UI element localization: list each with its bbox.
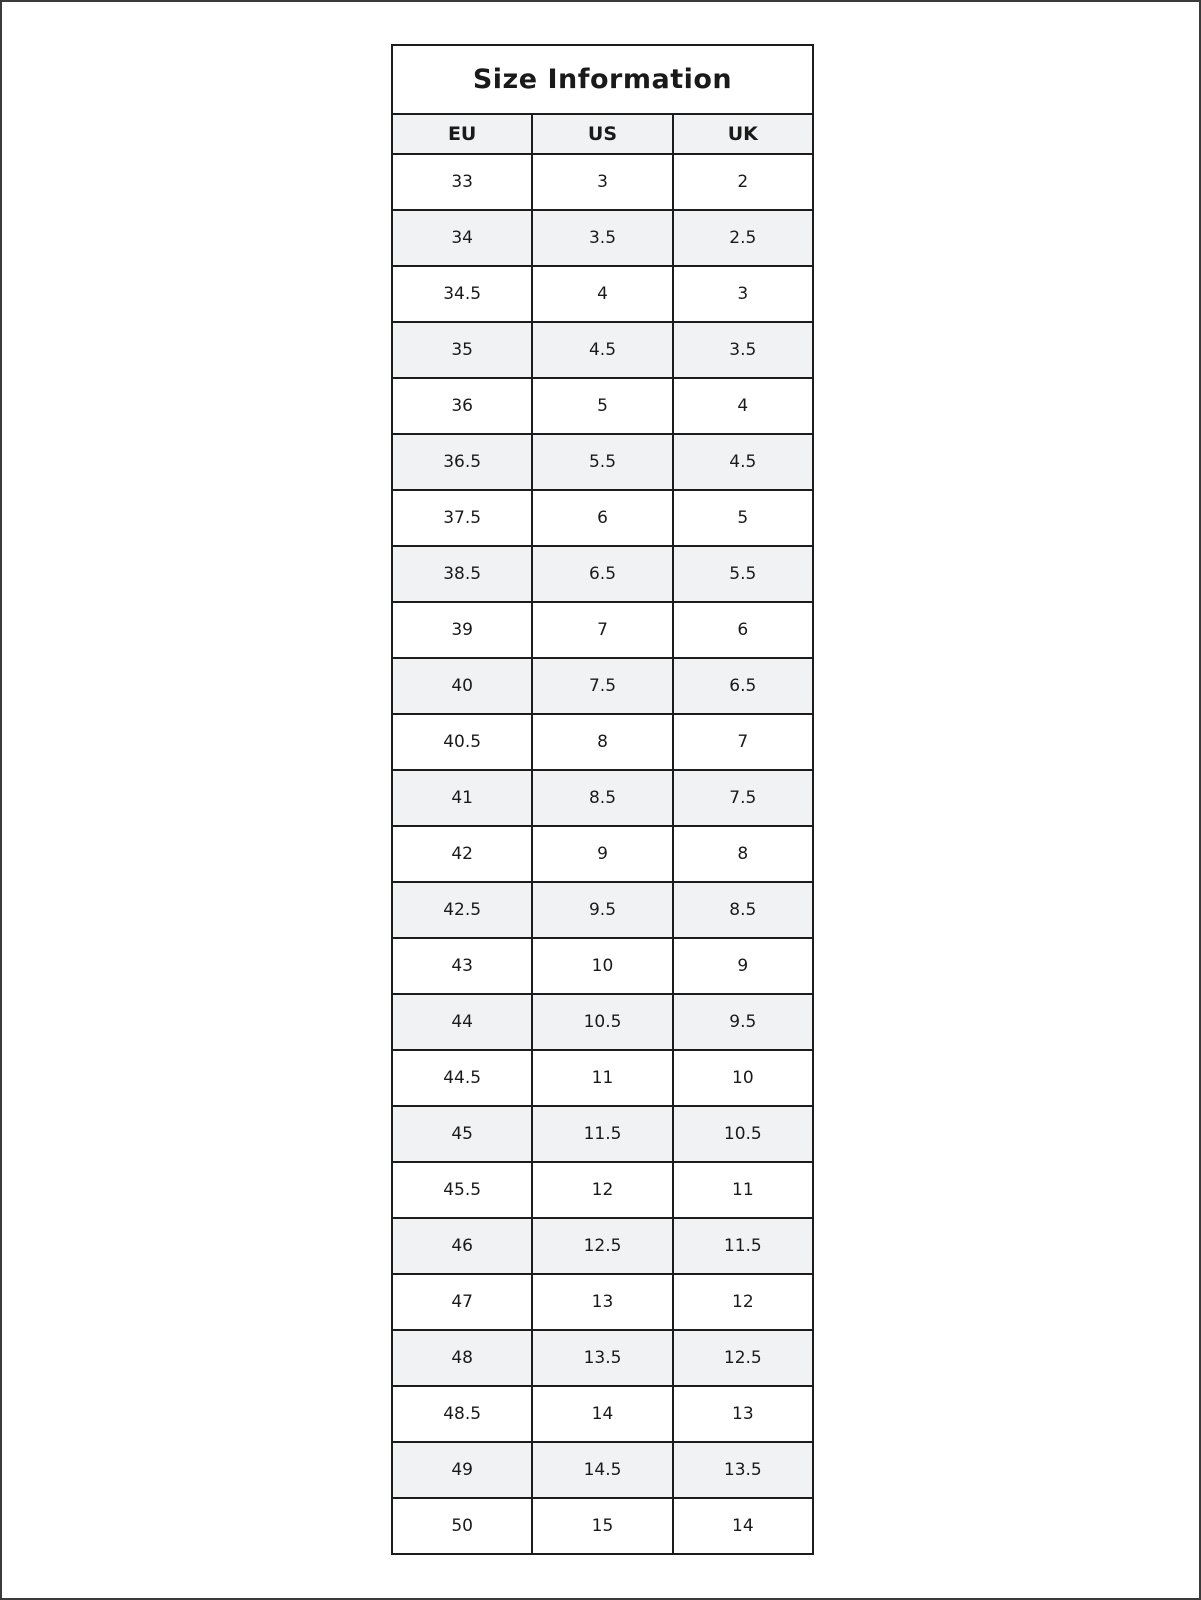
column-header-row [392, 114, 813, 154]
table-row [392, 434, 813, 490]
cell-uk: 2 [673, 154, 813, 210]
cell-uk: 2.5 [673, 210, 813, 266]
table-row [392, 154, 813, 210]
cell-us: 9 [532, 826, 672, 882]
cell-uk: 13.5 [673, 1442, 813, 1498]
table-row [392, 826, 813, 882]
table-title: Size Information [392, 45, 813, 114]
column-header-uk: UK [673, 114, 813, 154]
cell-us: 8 [532, 714, 672, 770]
cell-uk: 5 [673, 490, 813, 546]
cell-uk: 10.5 [673, 1106, 813, 1162]
cell-uk: 3.5 [673, 322, 813, 378]
table-row [392, 1106, 813, 1162]
cell-eu: 37.5 [392, 490, 532, 546]
table-row [392, 266, 813, 322]
cell-uk: 11 [673, 1162, 813, 1218]
cell-eu: 42.5 [392, 882, 532, 938]
cell-us: 3 [532, 154, 672, 210]
cell-eu: 45.5 [392, 1162, 532, 1218]
cell-us: 13 [532, 1274, 672, 1330]
cell-us: 10 [532, 938, 672, 994]
table-row [392, 1442, 813, 1498]
cell-eu: 38.5 [392, 546, 532, 602]
cell-us: 12 [532, 1162, 672, 1218]
table-row [392, 546, 813, 602]
cell-eu: 40.5 [392, 714, 532, 770]
cell-us: 13.5 [532, 1330, 672, 1386]
size-information-table [391, 44, 814, 1555]
cell-uk: 7 [673, 714, 813, 770]
cell-us: 12.5 [532, 1218, 672, 1274]
cell-uk: 3 [673, 266, 813, 322]
cell-eu: 36.5 [392, 434, 532, 490]
table-row [392, 1162, 813, 1218]
cell-us: 14.5 [532, 1442, 672, 1498]
cell-eu: 35 [392, 322, 532, 378]
cell-us: 6.5 [532, 546, 672, 602]
cell-eu: 33 [392, 154, 532, 210]
table-row [392, 882, 813, 938]
cell-uk: 6.5 [673, 658, 813, 714]
cell-eu: 50 [392, 1498, 532, 1554]
cell-eu: 42 [392, 826, 532, 882]
cell-uk: 5.5 [673, 546, 813, 602]
table-row [392, 1386, 813, 1442]
table-row [392, 1498, 813, 1554]
table-body [392, 154, 813, 1554]
cell-uk: 12 [673, 1274, 813, 1330]
cell-eu: 46 [392, 1218, 532, 1274]
table-row [392, 714, 813, 770]
table-row [392, 490, 813, 546]
cell-eu: 41 [392, 770, 532, 826]
cell-us: 5 [532, 378, 672, 434]
column-header-eu: EU [392, 114, 532, 154]
cell-uk: 4.5 [673, 434, 813, 490]
table-row [392, 322, 813, 378]
cell-uk: 9.5 [673, 994, 813, 1050]
table-row [392, 1218, 813, 1274]
cell-eu: 39 [392, 602, 532, 658]
cell-us: 14 [532, 1386, 672, 1442]
cell-eu: 47 [392, 1274, 532, 1330]
cell-eu: 48 [392, 1330, 532, 1386]
cell-us: 4 [532, 266, 672, 322]
cell-us: 7.5 [532, 658, 672, 714]
cell-uk: 10 [673, 1050, 813, 1106]
cell-uk: 13 [673, 1386, 813, 1442]
column-header-us: US [532, 114, 672, 154]
table-row [392, 1274, 813, 1330]
table-row [392, 1330, 813, 1386]
cell-uk: 6 [673, 602, 813, 658]
cell-us: 6 [532, 490, 672, 546]
cell-uk: 8.5 [673, 882, 813, 938]
cell-us: 9.5 [532, 882, 672, 938]
cell-uk: 9 [673, 938, 813, 994]
table-row [392, 658, 813, 714]
cell-eu: 44 [392, 994, 532, 1050]
cell-uk: 11.5 [673, 1218, 813, 1274]
cell-uk: 8 [673, 826, 813, 882]
cell-uk: 14 [673, 1498, 813, 1554]
cell-us: 15 [532, 1498, 672, 1554]
cell-us: 8.5 [532, 770, 672, 826]
table-row [392, 210, 813, 266]
cell-us: 3.5 [532, 210, 672, 266]
table-row [392, 938, 813, 994]
cell-eu: 48.5 [392, 1386, 532, 1442]
cell-us: 4.5 [532, 322, 672, 378]
cell-eu: 49 [392, 1442, 532, 1498]
table-row [392, 602, 813, 658]
title-row [392, 45, 813, 114]
table-row [392, 1050, 813, 1106]
cell-us: 7 [532, 602, 672, 658]
cell-uk: 12.5 [673, 1330, 813, 1386]
cell-eu: 34.5 [392, 266, 532, 322]
table-row [392, 994, 813, 1050]
cell-us: 11 [532, 1050, 672, 1106]
cell-eu: 40 [392, 658, 532, 714]
cell-eu: 34 [392, 210, 532, 266]
table-row [392, 770, 813, 826]
cell-uk: 7.5 [673, 770, 813, 826]
table-row [392, 378, 813, 434]
cell-eu: 45 [392, 1106, 532, 1162]
cell-eu: 36 [392, 378, 532, 434]
cell-us: 10.5 [532, 994, 672, 1050]
cell-eu: 44.5 [392, 1050, 532, 1106]
cell-us: 11.5 [532, 1106, 672, 1162]
cell-uk: 4 [673, 378, 813, 434]
cell-us: 5.5 [532, 434, 672, 490]
cell-eu: 43 [392, 938, 532, 994]
table-head [392, 45, 813, 154]
